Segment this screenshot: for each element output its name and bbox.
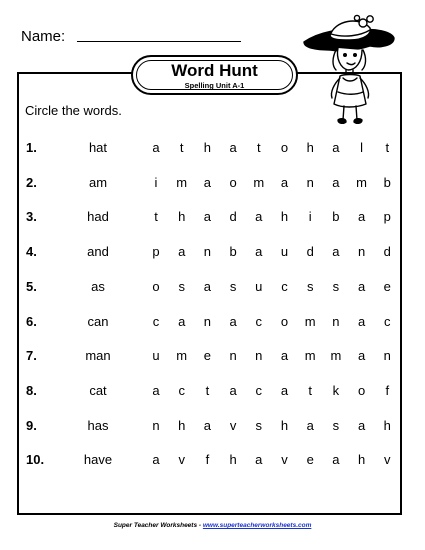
letter-cell[interactable]: c (152, 313, 160, 329)
letter-cell[interactable]: m (176, 348, 188, 364)
letter-cell[interactable]: u (255, 278, 263, 294)
letter-cell[interactable]: a (203, 174, 211, 190)
letter-cell[interactable]: a (357, 313, 366, 329)
letter-cell[interactable]: m (253, 174, 265, 190)
page-title: Word Hunt (171, 61, 258, 80)
letter-cell[interactable]: a (332, 244, 340, 260)
letter-cell[interactable]: p (152, 244, 160, 260)
word-row (0, 244, 425, 264)
name-label: Name: (21, 28, 66, 45)
letter-cell[interactable]: b (383, 174, 391, 190)
letter-cell[interactable]: u (280, 244, 289, 260)
instructions: Circle the words. (25, 103, 122, 118)
letter-cell[interactable]: a (306, 417, 314, 433)
letter-cell[interactable]: a (152, 452, 160, 468)
letter-cell[interactable]: h (280, 209, 289, 225)
letter-cell[interactable]: o (357, 382, 366, 398)
letter-cell[interactable]: a (357, 278, 366, 294)
letter-cell[interactable]: c (281, 278, 288, 294)
word-row (0, 140, 425, 160)
letter-cell[interactable]: h (306, 140, 314, 155)
letter-cell[interactable]: c (384, 313, 391, 329)
letter-cell[interactable]: t (385, 140, 390, 155)
row-number: 8. (26, 382, 37, 398)
letter-cell[interactable]: c (178, 382, 185, 398)
target-word: cat (89, 382, 107, 398)
letter-cell[interactable]: d (306, 244, 314, 260)
letter-cell[interactable]: t (308, 382, 312, 398)
word-row (0, 348, 425, 368)
letter-cell[interactable]: o (280, 140, 289, 155)
title-box (131, 55, 298, 95)
letter-cell[interactable]: a (178, 313, 186, 329)
target-word: can (87, 313, 109, 329)
row-number: 7. (26, 348, 37, 364)
target-word: have (83, 452, 113, 468)
letter-cell[interactable]: i (154, 174, 158, 190)
letter-cell[interactable]: v (229, 417, 237, 433)
target-word: as (91, 278, 105, 294)
letter-cell[interactable]: c (255, 382, 263, 398)
letter-cell[interactable]: h (178, 417, 186, 433)
letter-cell[interactable]: t (256, 140, 261, 155)
footer (0, 522, 425, 529)
letter-cell[interactable]: a (203, 209, 211, 225)
letter-cell[interactable]: h (383, 417, 391, 433)
letter-cell[interactable]: n (255, 348, 263, 364)
letter-cell[interactable]: a (357, 209, 366, 225)
letter-cell[interactable]: n (229, 348, 237, 364)
letter-cell[interactable]: n (357, 244, 366, 260)
letter-cell[interactable]: a (332, 140, 340, 155)
letter-cell[interactable]: b (332, 209, 340, 225)
letter-cell[interactable]: n (332, 313, 340, 329)
letter-cell[interactable]: o (229, 174, 237, 190)
letter-cell[interactable]: d (229, 209, 237, 225)
target-word: has (87, 417, 109, 433)
target-word: man (85, 348, 111, 364)
letter-cell[interactable]: m (356, 174, 368, 190)
girl-with-hat-illustration (300, 6, 396, 128)
letter-cell[interactable]: m (304, 348, 316, 364)
letter-cell[interactable]: l (360, 140, 364, 155)
letter-cell[interactable]: v (384, 452, 391, 468)
target-word: am (88, 174, 108, 190)
letter-cell[interactable]: a (152, 140, 160, 155)
row-number: 10. (26, 452, 45, 468)
letter-cell[interactable]: a (357, 417, 366, 433)
row-number: 2. (26, 174, 37, 190)
letter-cell[interactable]: e (203, 348, 211, 364)
letter-cell[interactable]: n (383, 348, 391, 364)
letter-cell[interactable]: a (280, 382, 289, 398)
letter-cell[interactable]: s (255, 417, 263, 433)
letter-cell[interactable]: a (255, 209, 263, 225)
letter-cell[interactable]: a (332, 452, 340, 468)
word-row (0, 383, 425, 403)
letter-cell[interactable]: s (178, 278, 185, 294)
row-number: 9. (26, 417, 37, 433)
row-number: 3. (26, 209, 37, 225)
page-subtitle: Spelling Unit A-1 (184, 81, 245, 90)
letter-cell[interactable]: m (304, 313, 316, 329)
word-row (0, 314, 425, 334)
word-row (0, 209, 425, 229)
letter-cell[interactable]: t (154, 209, 158, 225)
row-number: 1. (26, 140, 37, 155)
letter-cell[interactable]: a (280, 174, 289, 190)
word-row (0, 452, 425, 472)
row-number: 4. (26, 244, 37, 260)
word-row (0, 175, 425, 195)
letter-cell[interactable]: o (152, 278, 160, 294)
letter-cell[interactable]: a (229, 313, 237, 329)
letter-cell[interactable]: i (308, 209, 312, 225)
letter-cell[interactable]: s (332, 417, 340, 433)
letter-cell[interactable]: e (306, 452, 314, 468)
letter-cell[interactable]: d (383, 244, 391, 260)
letter-cell[interactable]: n (203, 244, 211, 260)
letter-cell[interactable]: h (229, 452, 237, 468)
letter-cell[interactable]: a (152, 382, 160, 398)
letter-cell[interactable]: a (332, 174, 340, 190)
letter-cell[interactable]: k (332, 382, 340, 398)
name-line (77, 41, 241, 42)
letter-cell[interactable]: v (178, 452, 185, 468)
letter-cell[interactable]: a (255, 452, 263, 468)
letter-cell[interactable]: f (205, 452, 210, 468)
footer-brand: Super Teacher Worksheets (113, 522, 198, 529)
target-word: and (87, 244, 109, 260)
footer-separator: - (198, 522, 202, 529)
letter-cell[interactable]: v (281, 452, 288, 468)
letter-cell[interactable]: o (280, 313, 289, 329)
letter-cell[interactable]: t (205, 382, 210, 398)
letter-cell[interactable]: h (178, 209, 186, 225)
target-word: hat (88, 140, 108, 155)
letter-cell[interactable]: c (255, 313, 263, 329)
letter-cell[interactable]: b (229, 244, 237, 260)
letter-cell[interactable]: u (152, 348, 160, 364)
letter-cell[interactable]: m (330, 348, 342, 364)
letter-cell[interactable]: f (385, 382, 390, 398)
row-number: 5. (26, 278, 37, 294)
word-row (0, 418, 425, 438)
letter-cell[interactable]: h (357, 452, 366, 468)
letter-cell[interactable]: a (203, 278, 211, 294)
footer-link[interactable]: www.superteacherworksheets.com (202, 522, 312, 529)
letter-cell[interactable]: n (152, 417, 160, 433)
letter-cell[interactable]: s (332, 278, 340, 294)
row-number: 6. (26, 313, 37, 329)
letter-cell[interactable]: a (178, 244, 186, 260)
letter-cell[interactable]: a (357, 348, 366, 364)
letter-cell[interactable]: m (176, 174, 188, 190)
letter-cell[interactable]: h (280, 417, 289, 433)
letter-cell[interactable]: h (203, 140, 211, 155)
letter-cell[interactable]: n (306, 174, 314, 190)
letter-cell[interactable]: e (383, 278, 391, 294)
letter-cell[interactable]: a (229, 382, 237, 398)
letter-cell[interactable]: a (203, 417, 211, 433)
letter-cell[interactable]: n (203, 313, 211, 329)
letter-cell[interactable]: a (280, 348, 289, 364)
letter-cell[interactable]: s (229, 278, 237, 294)
target-word: had (87, 209, 109, 225)
word-row (0, 279, 425, 299)
letter-cell[interactable]: s (306, 278, 314, 294)
letter-cell[interactable]: a (229, 140, 237, 155)
letter-cell[interactable]: t (179, 140, 184, 155)
letter-cell[interactable]: a (255, 244, 263, 260)
letter-cell[interactable]: p (383, 209, 391, 225)
